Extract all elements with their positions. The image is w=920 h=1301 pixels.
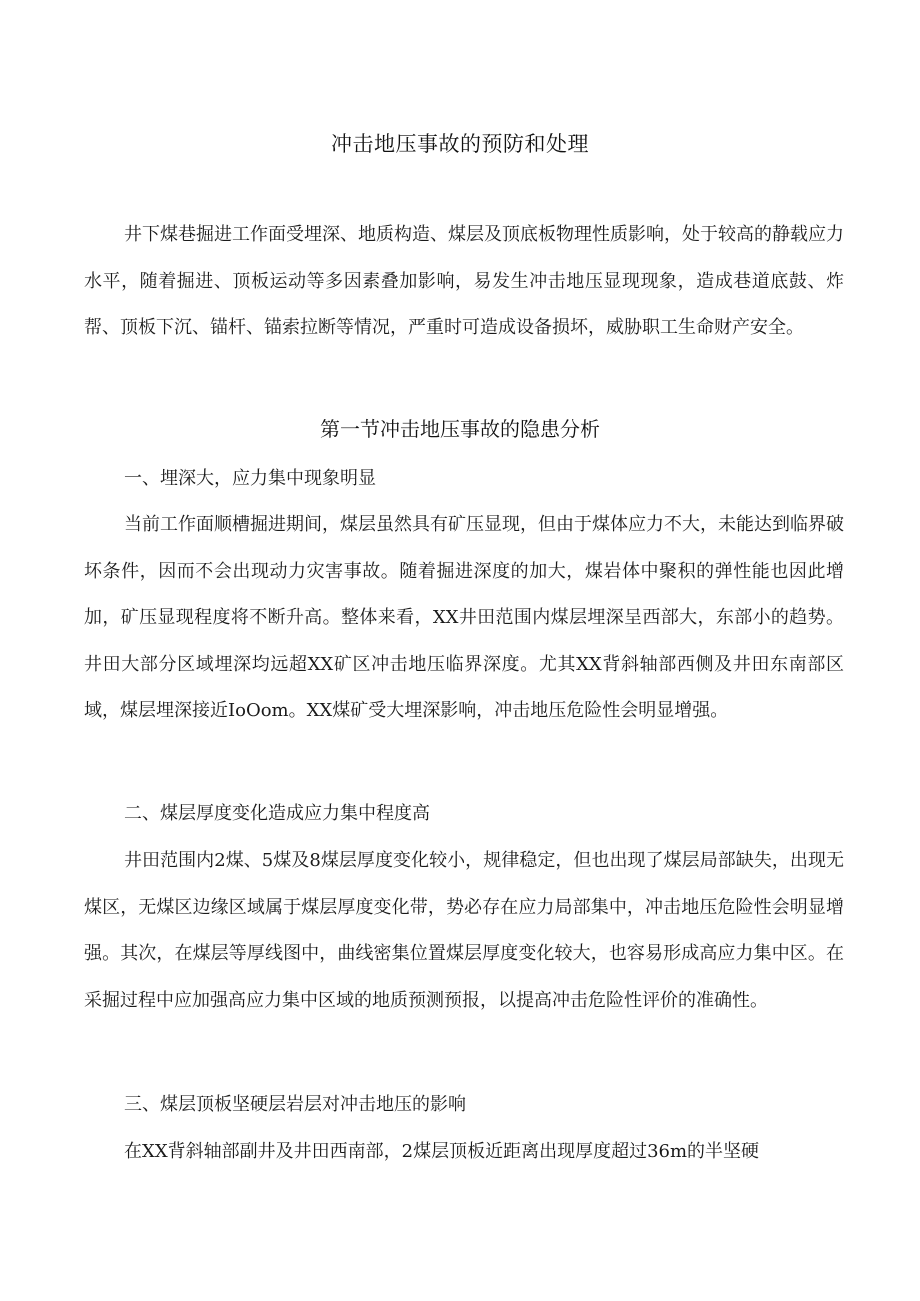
item-heading-3: 三、煤层顶板坚硬层岩层对冲击地压的影响: [124, 1094, 466, 1115]
intro-paragraph: 井下煤巷掘进工作面受埋深、地质构造、煤层及顶底板物理性质影响，处于较高的静载应力水平，随着掘进、顶板运动等多因素叠加影响，易发生冲击地压显现现象，造成巷道底鼓、炸帮、顶板下沉、锚杆、锚索拉断等情况，严重时可造成设备损坏，威胁职工生命财产安全。: [84, 224, 844, 338]
section-title: 第一节冲击地压事故的隐患分析: [320, 417, 600, 441]
item-heading-2: 二、煤层厚度变化造成应力集中程度高: [124, 803, 430, 824]
item-heading-1: 一、埋深大，应力集中现象明显: [124, 468, 376, 489]
item-paragraph-2: 井田范围内2煤、5煤及8煤层厚度变化较小，规律稳定，但也出现了煤层局部缺失，出现无煤区，无煤区边缘区域属于煤层厚度变化带，势必存在应力局部集中，冲击地压危险性会明显增强。其次，在煤层等厚线图中，曲线密集位置煤层厚度变化较大，也容易形成高应力集中区。在采掘过程中应加强高应力集中区域的地质预测预报，以提高冲击危险性评价的准确性。: [84, 850, 844, 1011]
item-paragraph-1: 当前工作面顺槽掘进期间，煤层虽然具有矿压显现，但由于煤体应力不大，未能达到临界破坏条件，因而不会出现动力灾害事故。随着掘进深度的加大，煤岩体中聚积的弹性能也因此增加，矿压显现程度将不断升高。整体来看，XX井田范围内煤层埋深呈西部大，东部小的趋势。井田大部分区域埋深均远超XX矿区冲击地压临界深度。尤其XX背斜轴部西侧及井田东南部区域，煤层埋深接近IoOom。XX煤矿受大埋深影响，冲击地压危险性会明显增强。: [84, 514, 844, 721]
document-title: 冲击地压事故的预防和处理: [331, 132, 589, 156]
item-paragraph-3: 在XX背斜轴部副井及井田西南部，2煤层顶板近距离出现厚度超过36m的半坚硬: [124, 1141, 760, 1162]
